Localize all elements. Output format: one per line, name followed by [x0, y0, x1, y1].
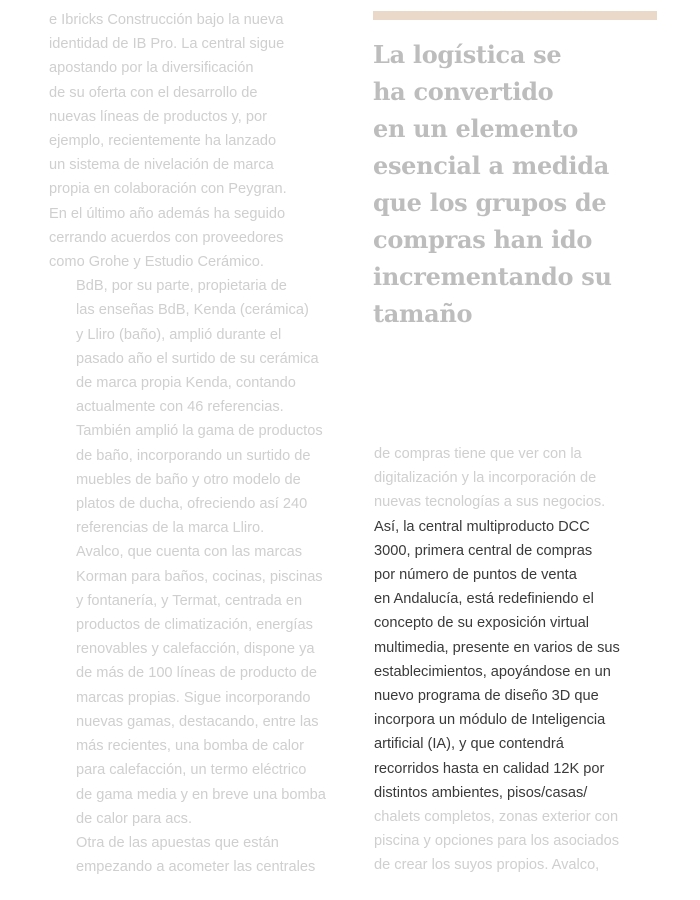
text-line: nuevas tecnologías a sus negocios. — [374, 494, 606, 511]
text-line: de más de 100 líneas de producto de — [76, 665, 317, 682]
pull-quote-rule — [373, 11, 657, 20]
text-line: de compras tiene que ver con la — [374, 446, 582, 462]
highlighted-text-line: Así, la central multiproducto DCC — [374, 518, 590, 535]
highlighted-text-line: 3000, primera central de compras — [374, 542, 593, 559]
text-line: Korman para baños, cocinas, piscinas — [76, 568, 323, 585]
paragraph-bdb — [49, 274, 339, 540]
text-line: referencias de la marca Lliro. — [76, 520, 265, 537]
paragraph-ibricks — [49, 8, 339, 274]
text-line: nuevas líneas de productos y, por — [49, 108, 267, 125]
text-line: de su oferta con el desarrollo de — [49, 84, 258, 101]
text-line: Otra de las apuestas que están — [76, 834, 279, 851]
text-line: chalets completos, zonas exterior con — [374, 809, 619, 826]
highlighted-text-line: multimedia, presente en varios de sus — [374, 639, 620, 656]
text-line: para calefacción, un termo eléctrico — [76, 762, 307, 779]
text-line: e Ibricks Construcción bajo la nueva — [49, 12, 284, 28]
text-line: empezando a acometer las centrales — [76, 859, 316, 876]
highlighted-text-line: establecimientos, apoyándose en un — [374, 663, 611, 680]
text-line: ejemplo, recientemente ha lanzado — [49, 133, 277, 150]
pull-quote-line: incrementando su — [373, 262, 612, 291]
highlighted-text-line: en Andalucía, está redefiniendo el — [374, 591, 594, 608]
text-line: También amplió la gama de productos — [76, 423, 323, 440]
text-line: de gama media y en breve una bomba — [76, 786, 326, 803]
text-line: actualmente con 46 referencias. — [76, 399, 284, 416]
text-line: Avalco, que cuenta con las marcas — [76, 544, 303, 561]
highlighted-text-line: incorpora un módulo de Inteligencia — [374, 712, 606, 729]
text-line: cerrando acuerdos con proveedores — [49, 229, 284, 246]
highlighted-text-line: nuevo programa de diseño 3D que — [374, 688, 599, 705]
pull-quote-line: compras han ido — [373, 225, 593, 254]
pull-quote-line: La logística se — [373, 40, 562, 69]
highlighted-text-line: artificial (IA), y que contendrá — [374, 736, 564, 753]
highlighted-text-line: distintos ambientes, pisos/casas/ — [374, 784, 588, 801]
text-line: y Lliro (baño), amplió durante el — [76, 326, 282, 343]
text-line: piscina y opciones para los asociados — [374, 833, 619, 850]
left-text-column — [49, 8, 339, 879]
highlighted-text-line: por número de puntos de venta — [374, 567, 577, 584]
paragraph-centrales — [49, 831, 339, 879]
highlighted-text-line: concepto de su exposición virtual — [374, 615, 589, 632]
pull-quote-line: esencial a medida — [373, 151, 609, 180]
text-line: como Grohe y Estudio Cerámico. — [49, 254, 264, 271]
highlighted-text-line: recorridos hasta en calidad 12K por — [374, 760, 605, 777]
text-line: de baño, incorporando un surtido de — [76, 447, 311, 464]
text-line: pasado año el surtido de su cerámica — [76, 350, 319, 367]
text-line: muebles de baño y otro modelo de — [76, 471, 301, 488]
text-line: más recientes, una bomba de calor — [76, 738, 304, 755]
text-line: de calor para acs. — [76, 810, 193, 827]
text-line: y fontanería, y Termat, centrada en — [76, 592, 303, 609]
pull-quote-line: que los grupos de — [373, 188, 607, 217]
text-line: platos de ducha, ofreciendo así 240 — [76, 496, 308, 513]
text-line: propia en colaboración con Peygran. — [49, 181, 287, 198]
pull-quote-line: ha convertido — [373, 77, 554, 106]
text-line: de crear los suyos propios. Avalco, — [374, 857, 600, 874]
pull-quote-line: en un elemento — [373, 114, 578, 143]
pull-quote — [373, 36, 673, 332]
text-line: las enseñas BdB, Kenda (cerámica) — [76, 302, 309, 319]
text-line: de marca propia Kenda, contando — [76, 375, 296, 392]
right-text-column — [374, 442, 674, 878]
text-line: apostando por la diversificación — [49, 60, 254, 77]
text-line: En el último año además ha seguido — [49, 205, 286, 222]
text-line: nuevas gamas, destacando, entre las — [76, 713, 319, 730]
text-line: BdB, por su parte, propietaria de — [76, 278, 287, 295]
text-line: digitalización y la incorporación de — [374, 470, 597, 487]
pull-quote-line: tamaño — [373, 299, 473, 328]
text-line: un sistema de nivelación de marca — [49, 157, 274, 174]
text-line: renovables y calefacción, dispone ya — [76, 641, 315, 658]
text-line: identidad de IB Pro. La central sigue — [49, 36, 285, 53]
text-line: marcas propias. Sigue incorporando — [76, 689, 311, 706]
paragraph-avalco — [49, 540, 339, 830]
text-line: productos de climatización, energías — [76, 617, 313, 634]
